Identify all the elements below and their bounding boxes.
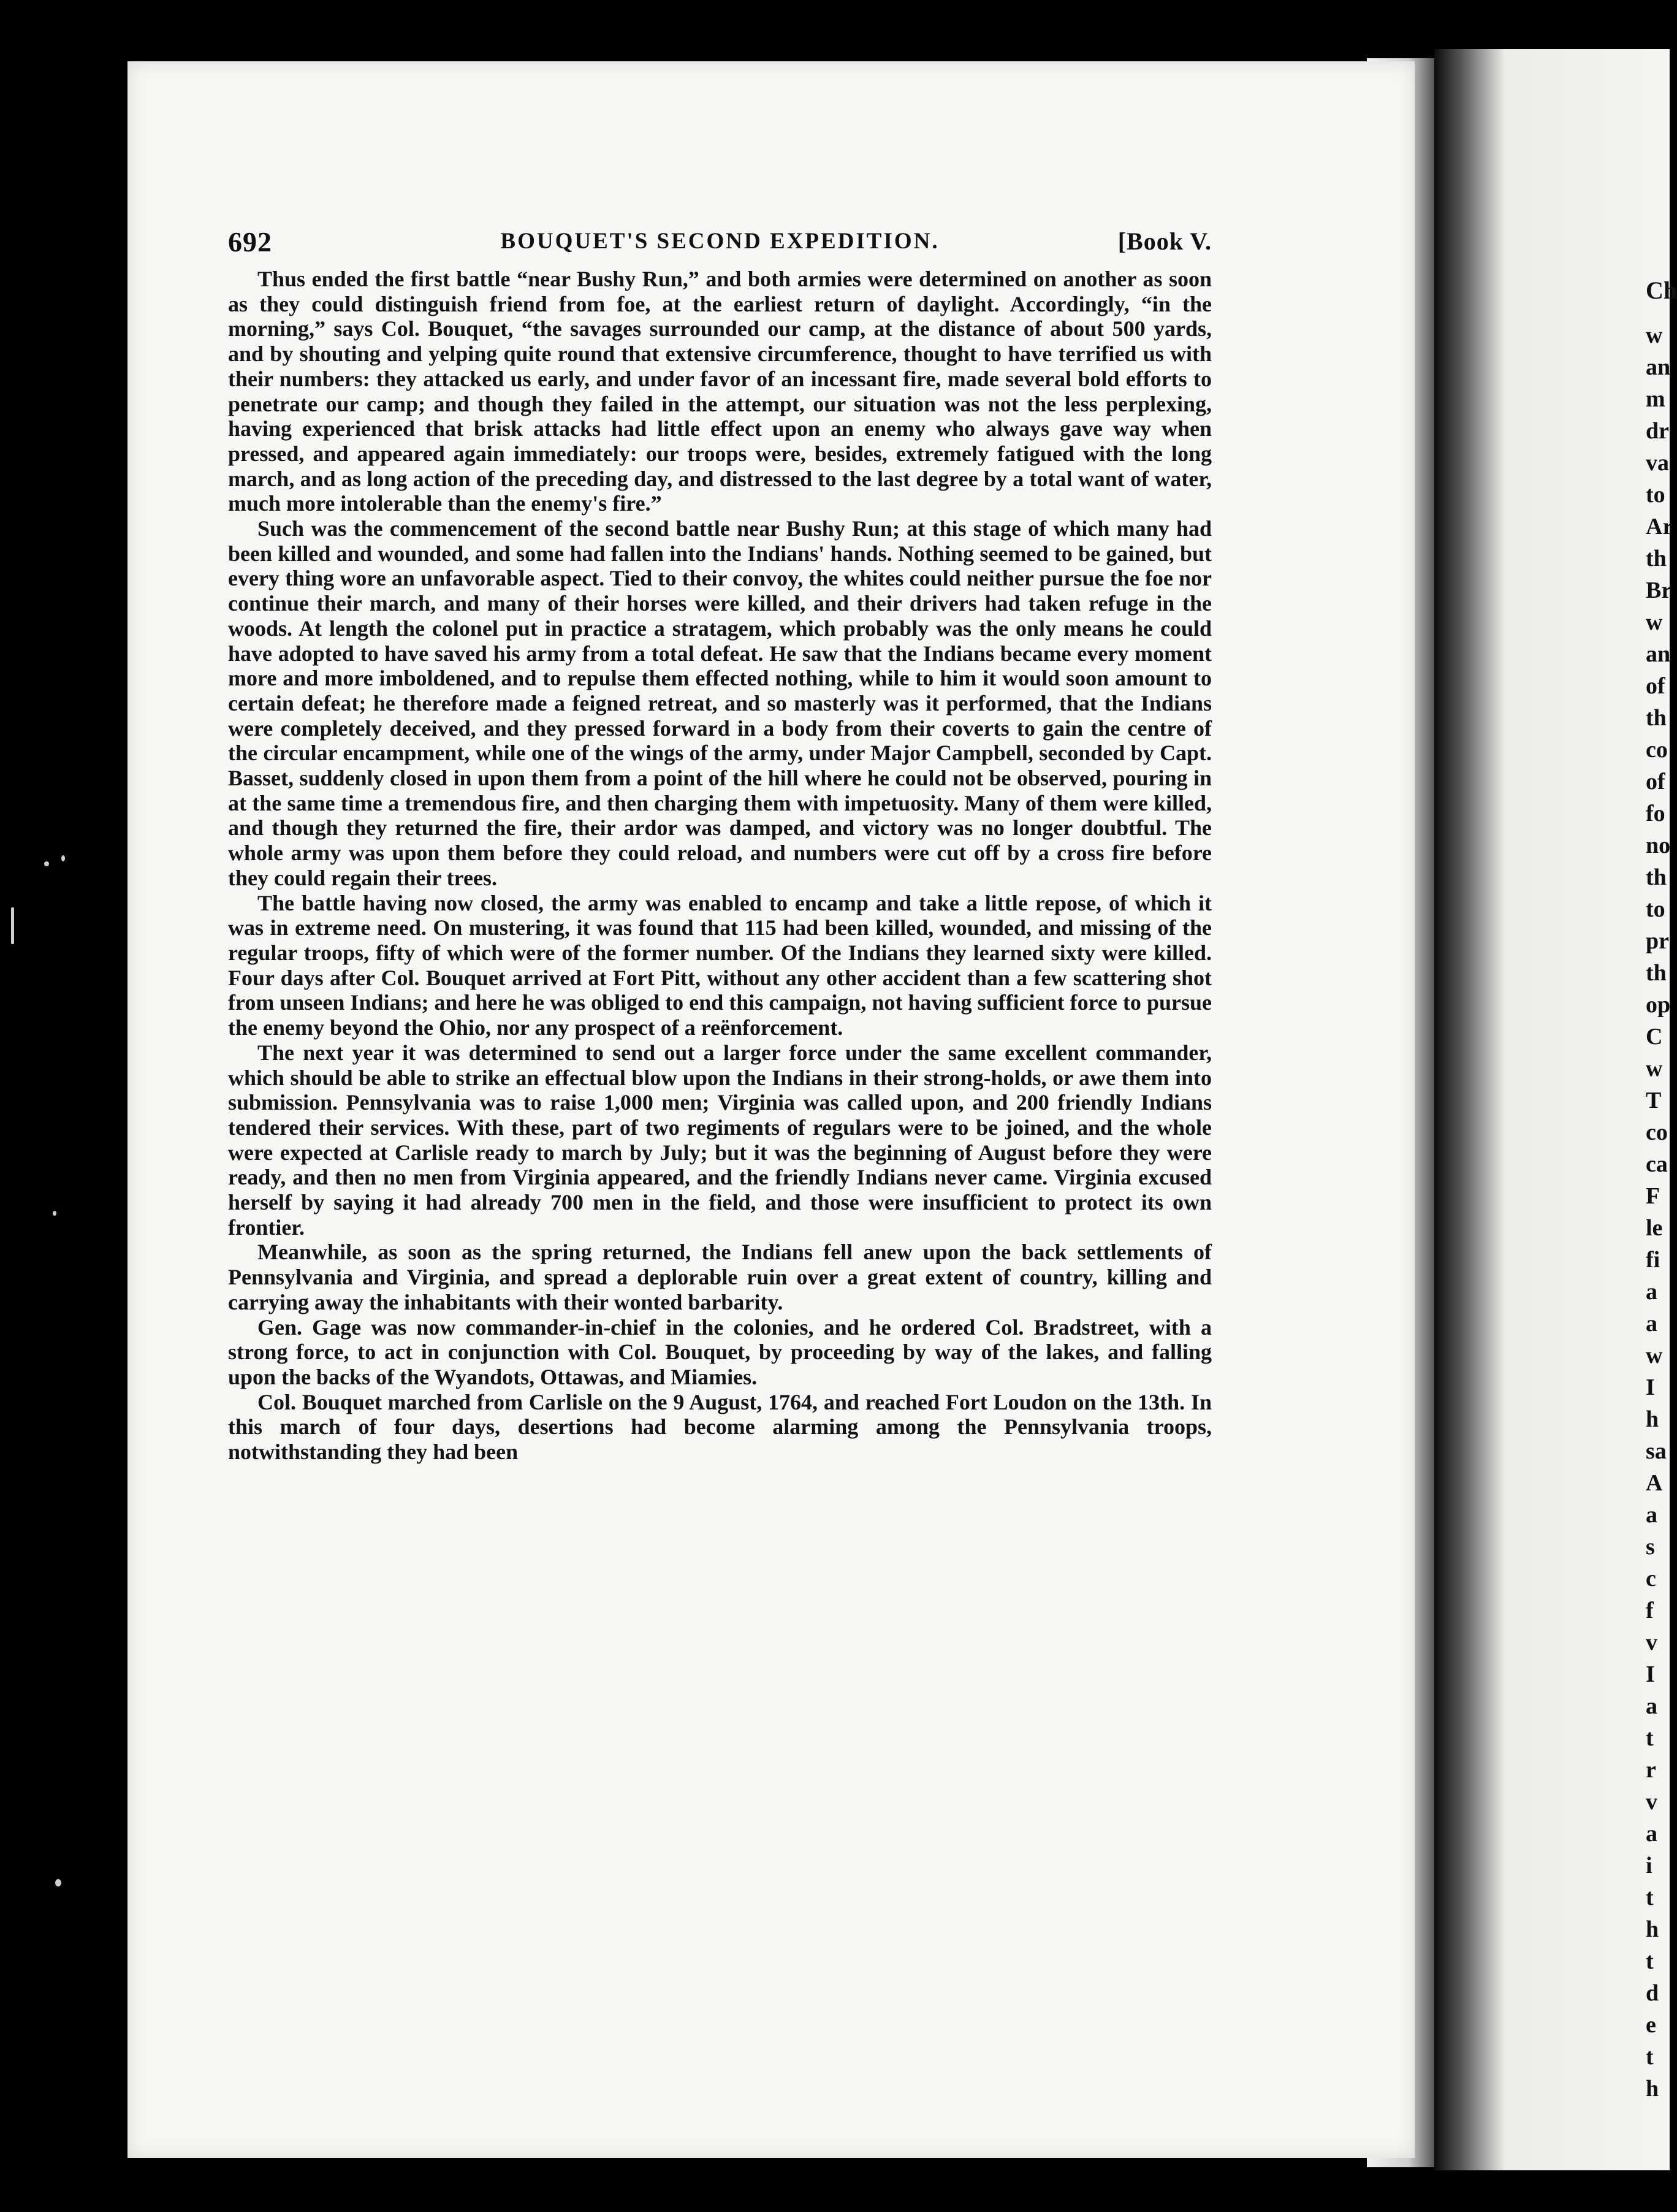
facing-page-fragment: op bbox=[1646, 992, 1671, 1018]
facing-page-fragment: th bbox=[1646, 705, 1667, 731]
facing-page-fragment: T bbox=[1646, 1088, 1662, 1113]
body-text bbox=[228, 267, 1212, 1465]
facing-page-fragment: Ar bbox=[1646, 514, 1673, 540]
facing-page-fragment: a bbox=[1646, 1821, 1657, 1847]
scan-speck bbox=[11, 907, 14, 944]
facing-page-fragment: a bbox=[1646, 1311, 1657, 1337]
facing-page-fragment: th bbox=[1646, 960, 1667, 986]
facing-page-fragment: an bbox=[1646, 354, 1671, 380]
facing-page-fragment: c bbox=[1646, 1566, 1656, 1592]
facing-page-fragment: d bbox=[1646, 1980, 1659, 2006]
facing-page-fragment: v bbox=[1646, 1630, 1657, 1655]
facing-page-fragment: to bbox=[1646, 896, 1665, 922]
scan-speck bbox=[55, 1879, 61, 1886]
facing-page-fragment: of bbox=[1646, 673, 1665, 699]
facing-page-fragment: of bbox=[1646, 769, 1665, 795]
facing-page-fragment: th bbox=[1646, 546, 1667, 571]
facing-page-fragment: le bbox=[1646, 1215, 1663, 1241]
facing-page-fragment: e bbox=[1646, 2012, 1656, 2038]
paragraph: The battle having now closed, the army was enabled to encamp and take a little repose, of which it was in extreme need. On mustering, it was found that 115 had been killed, wounded, and missing of the regular troops, fifty of which were of the former number. Of the Indians they learned sixty were killed. Four days after Col. Bouquet arrived at Fort Pitt, without any other accident than a few scattering shot from unseen Indians; and here he was obliged to end this campaign, not having sufficient force to pursue the enemy beyond the Ohio, nor any prospect of a reënforcement. bbox=[228, 890, 1212, 1040]
facing-page-fragment: a bbox=[1646, 1693, 1657, 1719]
facing-page-fragment: pr bbox=[1646, 928, 1669, 954]
paragraph: Col. Bouquet marched from Carlisle on the 9 August, 1764, and reached Fort Loudon on the 13th. In this march of four days, desertions had become alarming among the Pennsylvania troops, notwithstanding they had been bbox=[228, 1389, 1212, 1465]
facing-page-fragment: f bbox=[1646, 1598, 1654, 1623]
book-label: [Book V. bbox=[1117, 227, 1212, 255]
facing-page-fragment: a bbox=[1646, 1502, 1657, 1528]
facing-page-fragment: r bbox=[1646, 1757, 1656, 1783]
paragraph: Gen. Gage was now commander-in-chief in the colonies, and he ordered Col. Bradstreet, with a strong force, to act in conjunction with Col. Bouquet, by proceeding by way of the lakes, and falling upon the backs of the Wyandots, Ottawas, and Miamies. bbox=[228, 1314, 1212, 1389]
facing-page-fragment: a bbox=[1646, 1279, 1657, 1305]
facing-page-fragment: t bbox=[1646, 1725, 1654, 1751]
facing-page-fragment: Br bbox=[1646, 578, 1672, 603]
facing-page-fragment: sa bbox=[1646, 1438, 1667, 1464]
scan-speck bbox=[53, 1211, 56, 1216]
facing-page-fragment: ca bbox=[1646, 1151, 1668, 1177]
facing-page-fragment: fo bbox=[1646, 801, 1665, 826]
facing-page-fragment: dr bbox=[1646, 418, 1669, 444]
facing-page-fragment: fi bbox=[1646, 1247, 1660, 1273]
facing-page-fragment: h bbox=[1646, 1406, 1659, 1432]
facing-page-fragment: s bbox=[1646, 1534, 1655, 1560]
facing-page-fragment: t bbox=[1646, 1948, 1654, 1974]
facing-page-header: Ch bbox=[1646, 276, 1677, 304]
facing-page-fragment: A bbox=[1646, 1470, 1663, 1496]
paragraph: Such was the commencement of the second battle near Bushy Run; at this stage of which many had been killed and wounded, and some had fallen into the Indians' hands. Nothing seemed to be gained, but every thing wore an unfavorable aspect. Tied to their convoy, the whites could neither pursue the foe nor continue their march, and many of their horses were killed, and their drivers had taken refuge in the woods. At length the colonel put in practice a stratagem, which probably was the only means he could have adopted to have saved his army from a total defeat. He saw that the Indians became every moment more and more imboldened, and to repulse them effected nothing, while to him it would soon amount to certain defeat; he therefore made a feigned retreat, and so masterly was it performed, that the Indians were completely deceived, and they pressed forward in a body from their coverts to gain the centre of the circular encampment, while one of the wings of the army, under Major Campbell, seconded by Capt. Basset, suddenly closed in upon them from a point of the hill where he could not be observed, pouring in at the same time a tremendous fire, and then charging them with impetuosity. Many of them were killed, and though they returned the fire, their ardor was damped, and victory was no longer doubtful. The whole army was upon them before they could reload, and numbers were cut off by a cross fire before they could regain their trees. bbox=[228, 516, 1212, 890]
facing-page-fragment: C bbox=[1646, 1024, 1663, 1050]
facing-page-fragment: th bbox=[1646, 864, 1667, 890]
facing-page-fragment: co bbox=[1646, 737, 1668, 763]
facing-page-fragment: m bbox=[1646, 386, 1665, 412]
paragraph: Meanwhile, as soon as the spring returned, the Indians fell anew upon the back settlements of Pennsylvania and Virginia, and spread a deplorable ruin over a great extent of country, killing and carrying away the inhabitants with their wonted barbarity. bbox=[228, 1240, 1212, 1314]
facing-page-fragment: co bbox=[1646, 1119, 1668, 1145]
facing-page-fragment: w bbox=[1646, 1056, 1663, 1081]
running-head bbox=[228, 226, 1212, 256]
facing-page-fragment: va bbox=[1646, 450, 1669, 476]
facing-page-fragment: h bbox=[1646, 1916, 1659, 1942]
facing-page-fragment: F bbox=[1646, 1183, 1660, 1209]
chapter-title: BOUQUET'S SECOND EXPEDITION. bbox=[500, 229, 940, 254]
facing-page-fragment: h bbox=[1646, 2076, 1659, 2102]
facing-page-fragment: an bbox=[1646, 641, 1671, 667]
page-number: 692 bbox=[228, 226, 272, 257]
facing-page-fragment: to bbox=[1646, 482, 1665, 508]
facing-page-fragment: no bbox=[1646, 833, 1671, 858]
facing-page-edge bbox=[1434, 49, 1677, 2170]
facing-page-fragment: I bbox=[1646, 1375, 1655, 1400]
facing-page-fragment: t bbox=[1646, 2044, 1654, 2070]
paragraph: Thus ended the first battle “near Bushy Run,” and both armies were determined on another as soon as they could distinguish friend from foe, at the earliest return of daylight. Accordingly, “in the morning,” says Col. Bouquet, “the savages surrounded our camp, at the distance of about 500 yards, and by shouting and yelping quite round that extensive circumference, thought to have terrified us with their numbers: they attacked us early, and under favor of an incessant fire, made several bold efforts to penetrate our camp; and though they failed in the attempt, our situation was not the less perplexing, having experienced that brisk attacks had little effect upon an enemy who always gave way when pressed, and appeared again immediately: our troops were, besides, extremely fatigued with the long march, and as long action of the preceding day, and distressed to the last degree by a total want of water, much more intolerable than the enemy's fire.” bbox=[228, 267, 1212, 516]
facing-page-fragment: t bbox=[1646, 1885, 1654, 1910]
facing-page-fragment: w bbox=[1646, 322, 1663, 348]
facing-page-fragment: w bbox=[1646, 1343, 1663, 1368]
scan-speck bbox=[61, 855, 65, 861]
facing-page-fragment: w bbox=[1646, 609, 1663, 635]
facing-page-fragment: I bbox=[1646, 1661, 1655, 1687]
facing-page-fragment: i bbox=[1646, 1853, 1652, 1878]
scan-speck bbox=[44, 861, 49, 866]
paragraph: The next year it was determined to send out a larger force under the same excellent commander, which should be able to strike an effectual blow upon the Indians in their strong-holds, or awe them into submission. Pennsylvania was to raise 1,000 men; Virginia was called upon, and 200 friendly Indians tendered their services. With these, part of two regiments of regulars were to be joined, and the whole were expected at Carlisle ready to march by July; but it was the beginning of August before they were ready, and then no men from Virginia appeared, and the friendly Indians never came. Virginia excused herself by saying it had already 700 men in the field, and those were insufficient to protect its own frontier. bbox=[228, 1040, 1212, 1240]
facing-page-fragment: v bbox=[1646, 1789, 1657, 1815]
